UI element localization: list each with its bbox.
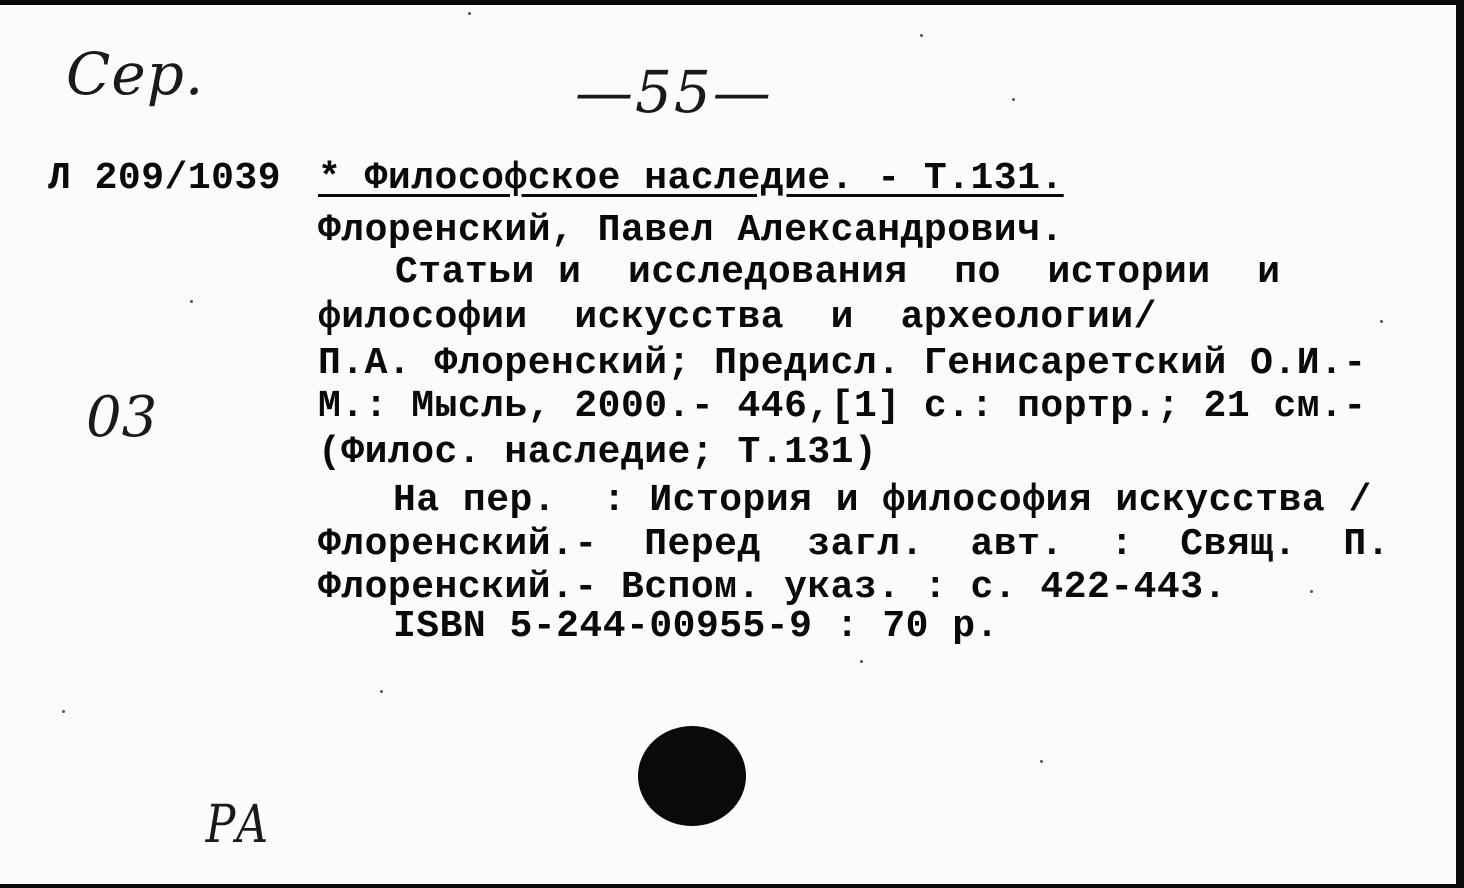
- series-note-line: (Филос. наследие; Т.131): [318, 431, 878, 474]
- speck: [920, 34, 923, 37]
- title-line-2: философии искусства и археологии/: [318, 296, 1157, 339]
- handwritten-series-note: Сер.: [66, 40, 205, 108]
- card-border-bottom: [0, 884, 1464, 888]
- note-line-1: На пер. : История и философия искусства /: [393, 479, 1372, 522]
- card-border-right: [1456, 0, 1464, 888]
- shelf-mark: Л 209/1039: [48, 157, 282, 200]
- speck: [62, 710, 65, 713]
- speck: [1040, 760, 1043, 763]
- responsibility-line: П.А. Флоренский; Предисл. Генисаретский О.И.-: [318, 342, 1367, 385]
- handwritten-bottom-mark: РА: [205, 795, 269, 855]
- speck: [468, 12, 471, 15]
- note-line-2: Флоренский.- Перед загл. авт. : Свящ. П.: [318, 523, 1390, 566]
- series-heading: * Философское наследие. - Т.131.: [318, 157, 1064, 200]
- card-punch-hole: [638, 726, 746, 826]
- title-line-1: Статьи и исследования по истории и: [395, 251, 1281, 294]
- author-line: Флоренский, Павел Александрович.: [318, 209, 1064, 252]
- handwritten-margin-code: 03: [86, 385, 158, 450]
- card-border-top: [0, 0, 1464, 5]
- speck: [860, 660, 863, 663]
- handwritten-page-number: —55—: [575, 58, 773, 126]
- speck: [1012, 98, 1015, 101]
- speck: [190, 300, 193, 303]
- speck: [1380, 320, 1383, 323]
- isbn-line: ISBN 5-244-00955-9 : 70 р.: [393, 605, 999, 648]
- speck: [1310, 590, 1313, 593]
- speck: [380, 690, 383, 693]
- imprint-line: М.: Мысль, 2000.- 446,[1] с.: портр.; 21 см.-: [318, 385, 1367, 428]
- note-line-3: Флоренский.- Вспом. указ. : с. 422-443.: [318, 566, 1227, 609]
